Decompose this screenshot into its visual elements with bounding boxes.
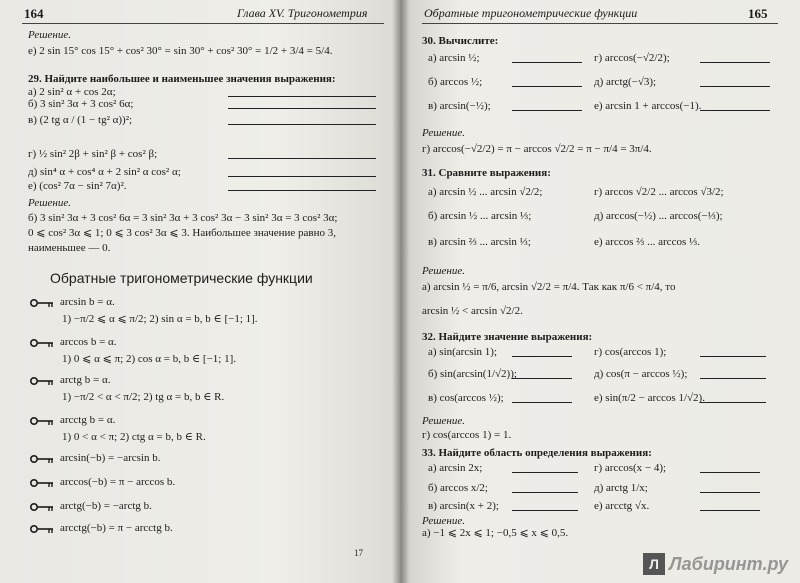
task32-item: г) cos(arccos 1);	[594, 346, 667, 358]
watermark	[643, 553, 788, 575]
definition-main: arccos b = α.	[60, 336, 117, 348]
task29-item	[28, 98, 133, 110]
task32-solution-label: Решение.	[422, 415, 465, 427]
task33-item: е) arcctg √x.	[594, 500, 650, 512]
task29-item	[28, 180, 127, 192]
watermark-text: Лабиринт.ру	[669, 553, 788, 574]
answer-blank[interactable]	[228, 115, 376, 125]
section-title: Обратные тригонометрические функции	[50, 270, 313, 286]
key-icon	[30, 338, 54, 348]
task31-item: а) arcsin ½ ... arcsin √2/2;	[428, 186, 543, 198]
running-head-right: Обратные тригонометрические функции	[424, 6, 638, 20]
task32-item: а) sin(arcsin 1);	[428, 346, 498, 358]
task32-item: в) cos(arccos ½);	[428, 392, 504, 404]
task30-solution-label: Решение.	[422, 127, 465, 139]
task29-item-text: е) (cos² 7α − sin² 7α)².	[28, 180, 127, 192]
task32-item: д) cos(π − arccos ½);	[594, 368, 688, 380]
task30-item: г) arccos(−√2/2);	[594, 52, 670, 64]
answer-blank[interactable]	[228, 149, 376, 159]
task29-item	[28, 166, 181, 178]
task31-heading: 31. Сравните выражения:	[422, 167, 551, 179]
answer-blank[interactable]	[512, 463, 578, 473]
intro-solution-label: Решение.	[28, 29, 71, 41]
task31-item: в) arcsin ⅔ ... arcsin ⅓;	[428, 236, 531, 248]
task29-item	[28, 114, 132, 126]
task30-solution-line: г) arccos(−√2/2) = π − arccos √2/2 = π − π/4 = 3π/4.	[422, 143, 652, 155]
watermark-logo-icon: Л	[643, 553, 665, 575]
answer-blank[interactable]	[512, 77, 582, 87]
task29-item-text: в) (2 tg α / (1 − tg² α))²;	[28, 114, 133, 126]
task31-solution-line-2: arcsin ½ < arcsin √2/2.	[422, 305, 523, 317]
task30-item: д) arctg(−√3);	[594, 76, 657, 88]
page-number-left: 164	[24, 6, 44, 21]
task31-item: е) arccos ⅔ ... arccos ⅓.	[594, 236, 700, 248]
key-icon	[30, 478, 54, 488]
answer-blank[interactable]	[228, 167, 376, 177]
right-page	[400, 0, 800, 583]
answer-blank[interactable]	[700, 463, 760, 473]
answer-blank[interactable]	[700, 347, 766, 357]
answer-blank[interactable]	[228, 181, 376, 191]
definition-main: arcsin b = α.	[60, 296, 115, 308]
answer-blank[interactable]	[512, 101, 582, 111]
task33-item: а) arcsin 2x;	[428, 462, 483, 474]
identity: arccos(−b) = π − arccos b.	[60, 476, 176, 488]
task29-solution-line-2: 0 ⩽ cos² 3α ⩽ 1; 0 ⩽ 3 cos² 3α ⩽ 3. Наибольшее значение равно 3,	[28, 227, 336, 239]
definition-main: arctg b = α.	[60, 374, 111, 386]
answer-blank[interactable]	[512, 393, 572, 403]
task29-item-text: д) sin⁴ α + cos⁴ α + 2 sin² α cos² α;	[28, 166, 181, 178]
key-icon	[30, 502, 54, 512]
task33-item: г) arccos(x − 4);	[594, 462, 667, 474]
page-number-right: 165	[748, 6, 768, 21]
task31-solution-label: Решение.	[422, 265, 465, 277]
answer-blank[interactable]	[512, 347, 572, 357]
answer-blank[interactable]	[512, 501, 578, 511]
task29-item	[28, 148, 157, 160]
task29-item-text: а) 2 sin² α + cos 2α;	[28, 86, 116, 98]
answer-blank[interactable]	[512, 483, 578, 493]
task29-item	[28, 86, 116, 98]
task31-item: б) arcsin ½ ... arcsin ⅓;	[428, 210, 532, 222]
definition-conditions: 1) −π/2 ⩽ α ⩽ π/2; 2) sin α = b, b ∈ [−1; 1].	[62, 313, 258, 325]
task33-item: б) arccos x/2;	[428, 482, 488, 494]
task31-solution-line-1: а) arcsin ½ = π/6, arcsin √2/2 = π/4. Так как π/6 < π/4, то	[422, 281, 676, 293]
left-header	[22, 6, 384, 24]
task32-heading: 32. Найдите значение выражения:	[422, 331, 593, 343]
intro-solution-line: е) 2 sin 15° cos 15° + cos² 30° = sin 30° + cos² 30° = 1/2 + 3/4 = 5/4.	[28, 45, 333, 57]
running-head-left: Глава XV. Тригонометрия	[237, 6, 368, 20]
task32-solution-line: г) cos(arccos 1) = 1.	[422, 429, 512, 441]
identity: arctg(−b) = −arctg b.	[60, 500, 152, 512]
book-gutter	[392, 0, 410, 583]
key-icon	[30, 524, 54, 534]
answer-blank[interactable]	[228, 87, 376, 97]
definition-conditions: 1) 0 < α < π; 2) ctg α = b, b ∈ R.	[62, 431, 206, 443]
definition-conditions: 1) −π/2 < α < π/2; 2) tg α = b, b ∈ R.	[62, 391, 225, 403]
answer-blank[interactable]	[700, 483, 760, 493]
task33-heading: 33. Найдите область определения выражения:	[422, 447, 652, 459]
answer-blank[interactable]	[700, 53, 770, 63]
identity: arcctg(−b) = π − arcctg b.	[60, 522, 173, 534]
task31-item: г) arccos √2/2 ... arccos √3/2;	[594, 186, 724, 198]
task30-item: е) arcsin 1 + arccos(−1).	[594, 100, 702, 112]
task31-item: д) arccos(−½) ... arccos(−⅓);	[594, 210, 723, 222]
task33-solution-line: а) −1 ⩽ 2x ⩽ 1; −0,5 ⩽ x ⩽ 0,5.	[422, 527, 569, 539]
definition-main: arcctg b = α.	[60, 414, 116, 426]
task29-item-text: б) 3 sin² 3α + 3 cos² 6α;	[28, 98, 134, 110]
task29-heading: 29. Найдите наибольшее и наименьшее значения выражения:	[28, 73, 336, 85]
answer-blank[interactable]	[512, 369, 572, 379]
task29-solution-label: Решение.	[28, 197, 71, 209]
key-icon	[30, 298, 54, 308]
identity: arcsin(−b) = −arcsin b.	[60, 452, 161, 464]
answer-blank[interactable]	[700, 77, 770, 87]
task30-item: б) arccos ½;	[428, 76, 483, 88]
task30-item: а) arcsin ½;	[428, 52, 480, 64]
answer-blank[interactable]	[700, 101, 770, 111]
footer-mark: 17	[354, 548, 363, 558]
task33-item: д) arctg 1/x;	[594, 482, 648, 494]
answer-blank[interactable]	[228, 99, 376, 109]
task32-item: б) sin(arcsin(1/√2));	[428, 368, 517, 380]
task29-solution-line-3: наименьшее — 0.	[28, 242, 111, 254]
right-header	[422, 6, 778, 24]
key-icon	[30, 376, 54, 386]
task32-item: е) sin(π/2 − arccos 1/√2).	[594, 392, 705, 404]
task30-heading: 30. Вычислите:	[422, 35, 499, 47]
answer-blank[interactable]	[700, 369, 766, 379]
key-icon	[30, 416, 54, 426]
task29-item-text: г) ½ sin² 2β + sin² β + cos² β;	[28, 148, 158, 160]
answer-blank[interactable]	[512, 53, 582, 63]
key-icon	[30, 454, 54, 464]
answer-blank[interactable]	[700, 501, 760, 511]
task29-solution-line-1: б) 3 sin² 3α + 3 cos² 6α = 3 sin² 3α + 3 cos² 3α − 3 sin² 3α = 3 cos² 3α;	[28, 212, 338, 224]
task30-item: в) arcsin(−½);	[428, 100, 491, 112]
definition-conditions: 1) 0 ⩽ α ⩽ π; 2) cos α = b, b ∈ [−1; 1].	[62, 353, 236, 365]
task33-solution-label: Решение.	[422, 515, 465, 527]
answer-blank[interactable]	[700, 393, 766, 403]
task33-item: в) arcsin(x + 2);	[428, 500, 499, 512]
